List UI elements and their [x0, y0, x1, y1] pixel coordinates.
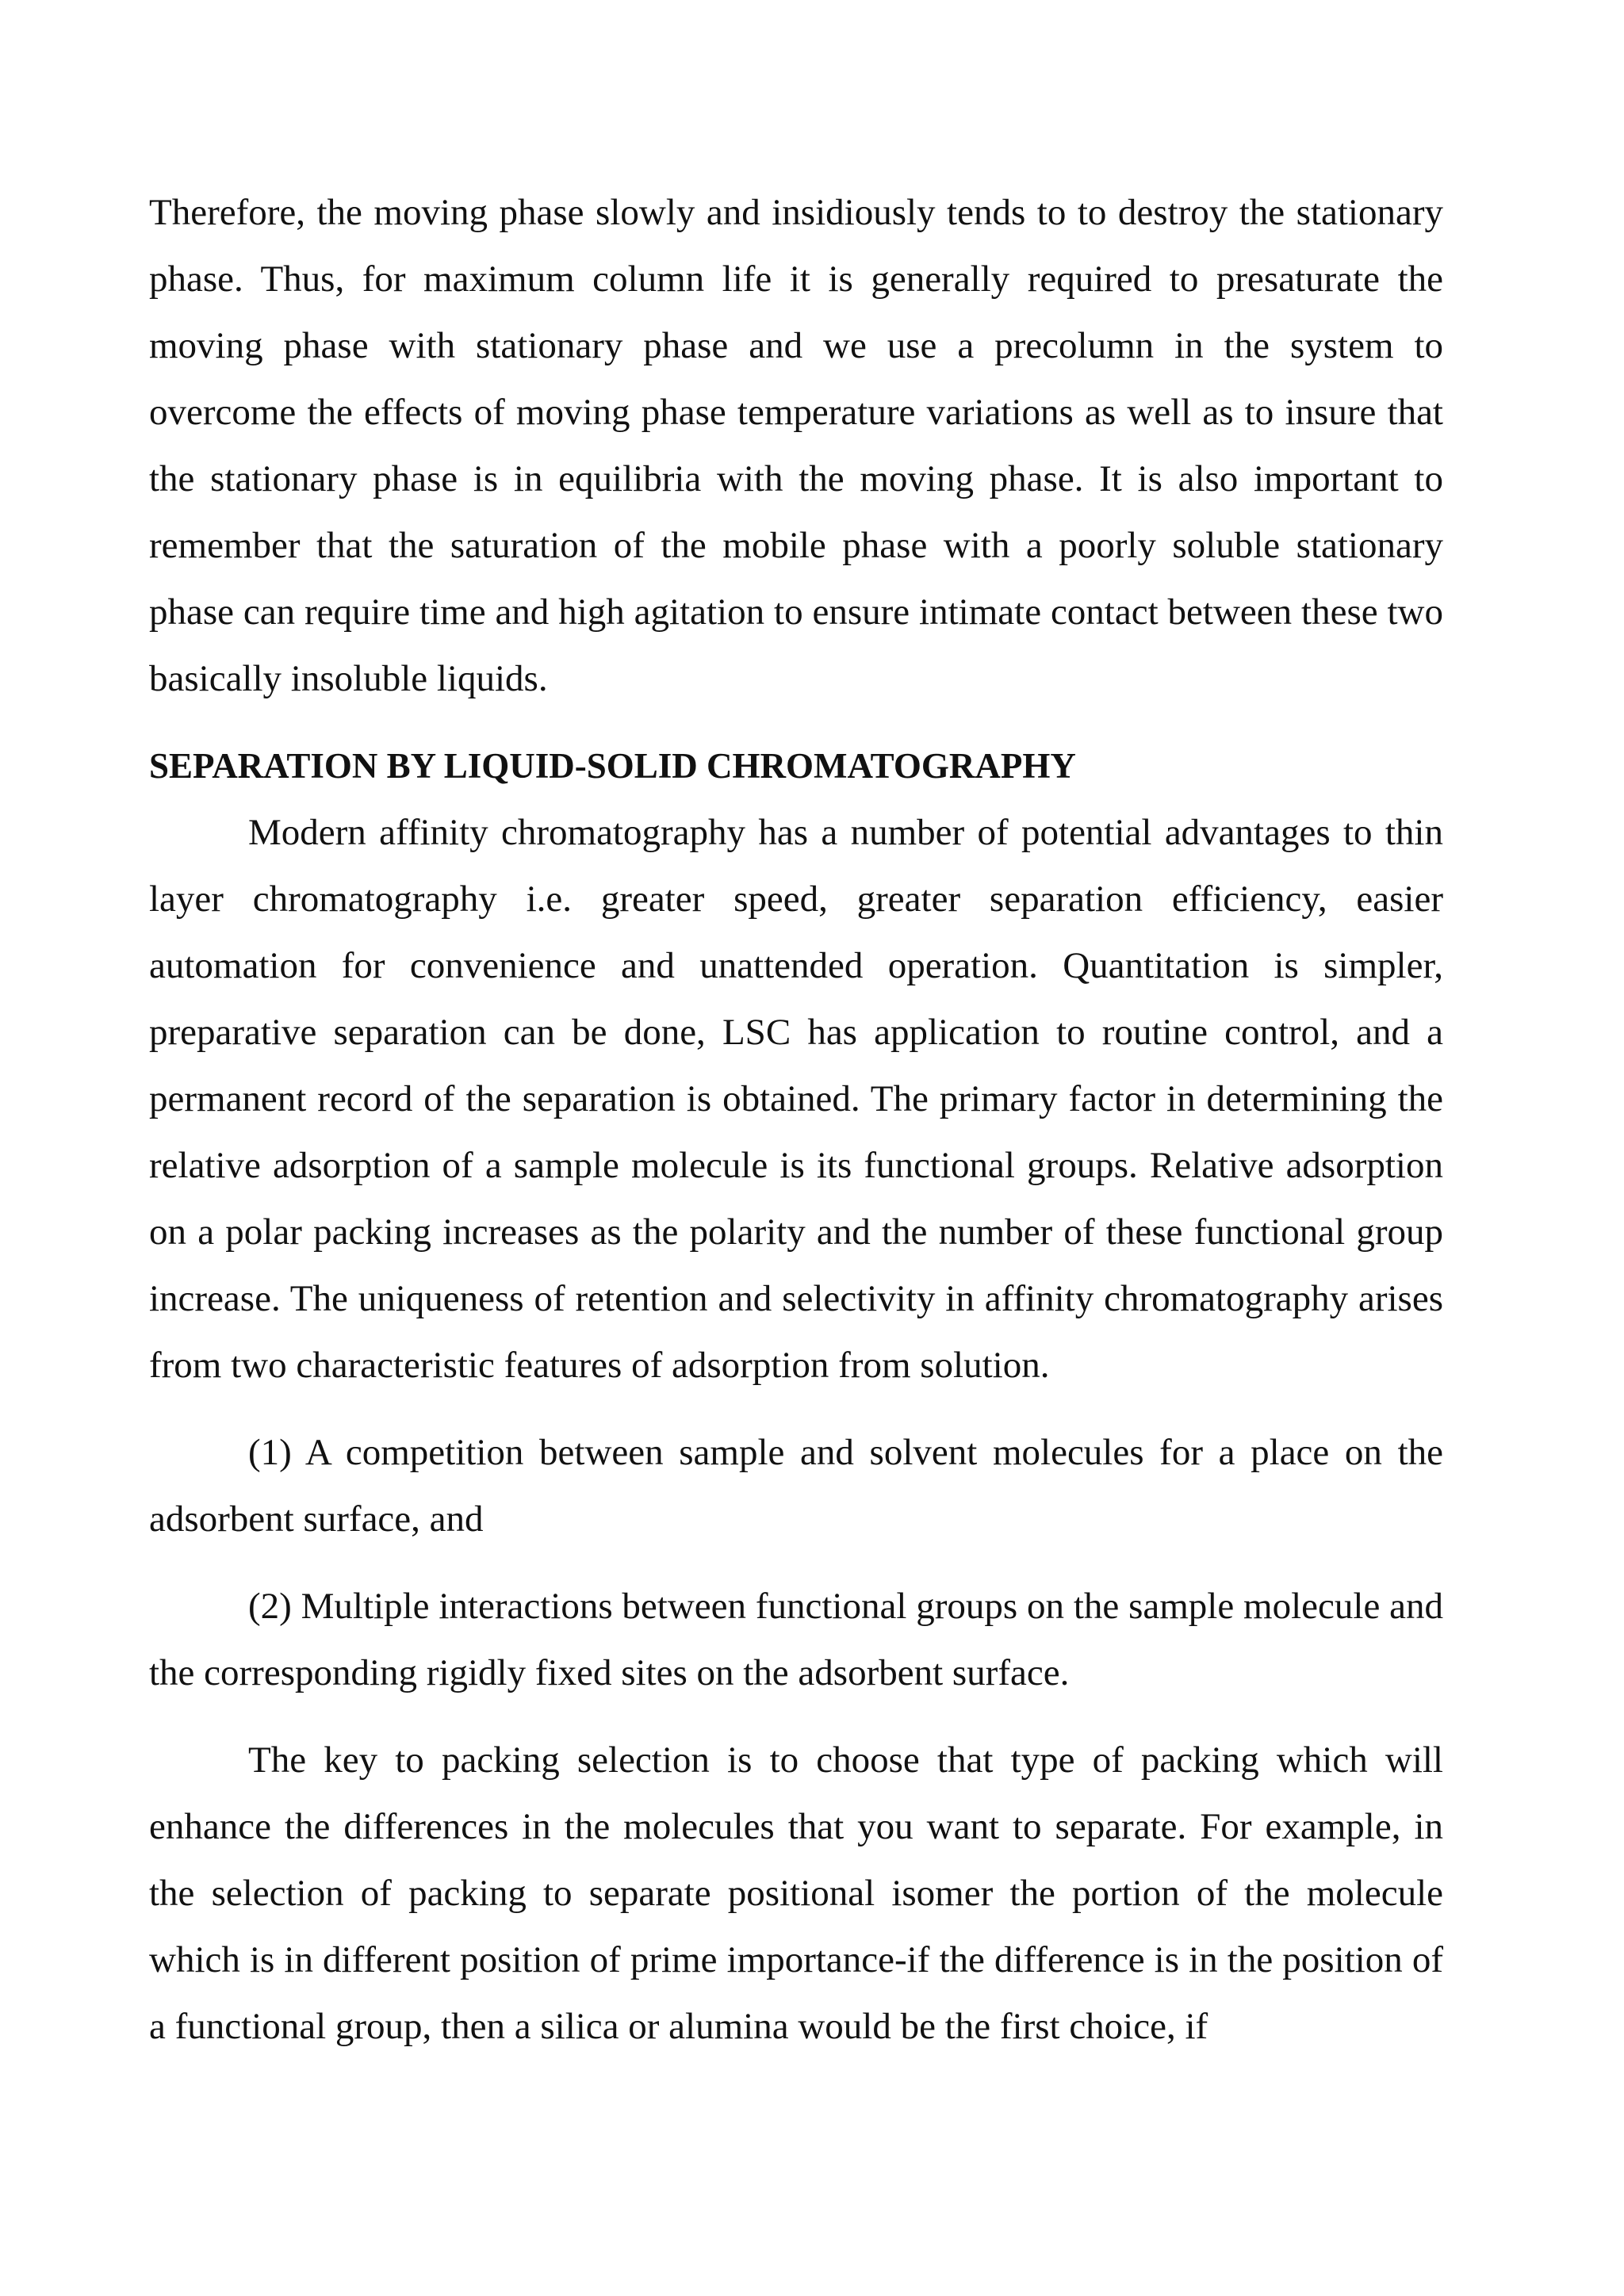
paragraph-modern-affinity: Modern affinity chromatography has a number of potential advantages to thin layer chromatography i.e. greater speed, greater separation efficiency, easier automation for convenience and unattended operation. Quantitation is simpler, preparative separation can be done, LSC has application to routine control, and a permanent record of the separation is obtained. The primary factor in determining the relative adsorption of a sample molecule is its functional groups. Relative adsorption on a polar packing increases as the polarity and the number of these functional group increase. The uniqueness of retention and selectivity in affinity chromatography arises from two characteristic features of adsorption from solution. [149, 812, 1443, 1386]
list-item-2: (2) Multiple interactions between functional groups on the sample molecule and the corresponding rigidly fixed sites on the adsorbent surface. [149, 1586, 1443, 1693]
paragraph-packing-selection: The key to packing selection is to choose that type of packing which will enhance the differences in the molecules that you want to separate. For example, in the selection of packing to separate positional isomer the portion of the molecule which is in different position of prime importance-if the difference is in the position of a functional group, then a silica or alumina would be the first choice, if [149, 1739, 1443, 2047]
list-item-1: (1) A competition between sample and solvent molecules for a place on the adsorbent surface, and [149, 1432, 1443, 1540]
paragraph-intro: Therefore, the moving phase slowly and insidiously tends to to destroy the stationary phase. Thus, for maximum column life it is generally required to presaturate the moving phase with stationary phase and we use a precolumn in the system to overcome the effects of moving phase temperature variations as well as to insure that the stationary phase is in equilibria with the moving phase. It is also important to remember that the saturation of the mobile phase with a poorly soluble stationary phase can require time and high agitation to ensure intimate contact between these two basically insoluble liquids. [149, 192, 1443, 699]
document-page [149, 179, 1443, 2060]
section-heading: SEPARATION BY LIQUID-SOLID CHROMATOGRAPHY [149, 746, 1076, 786]
